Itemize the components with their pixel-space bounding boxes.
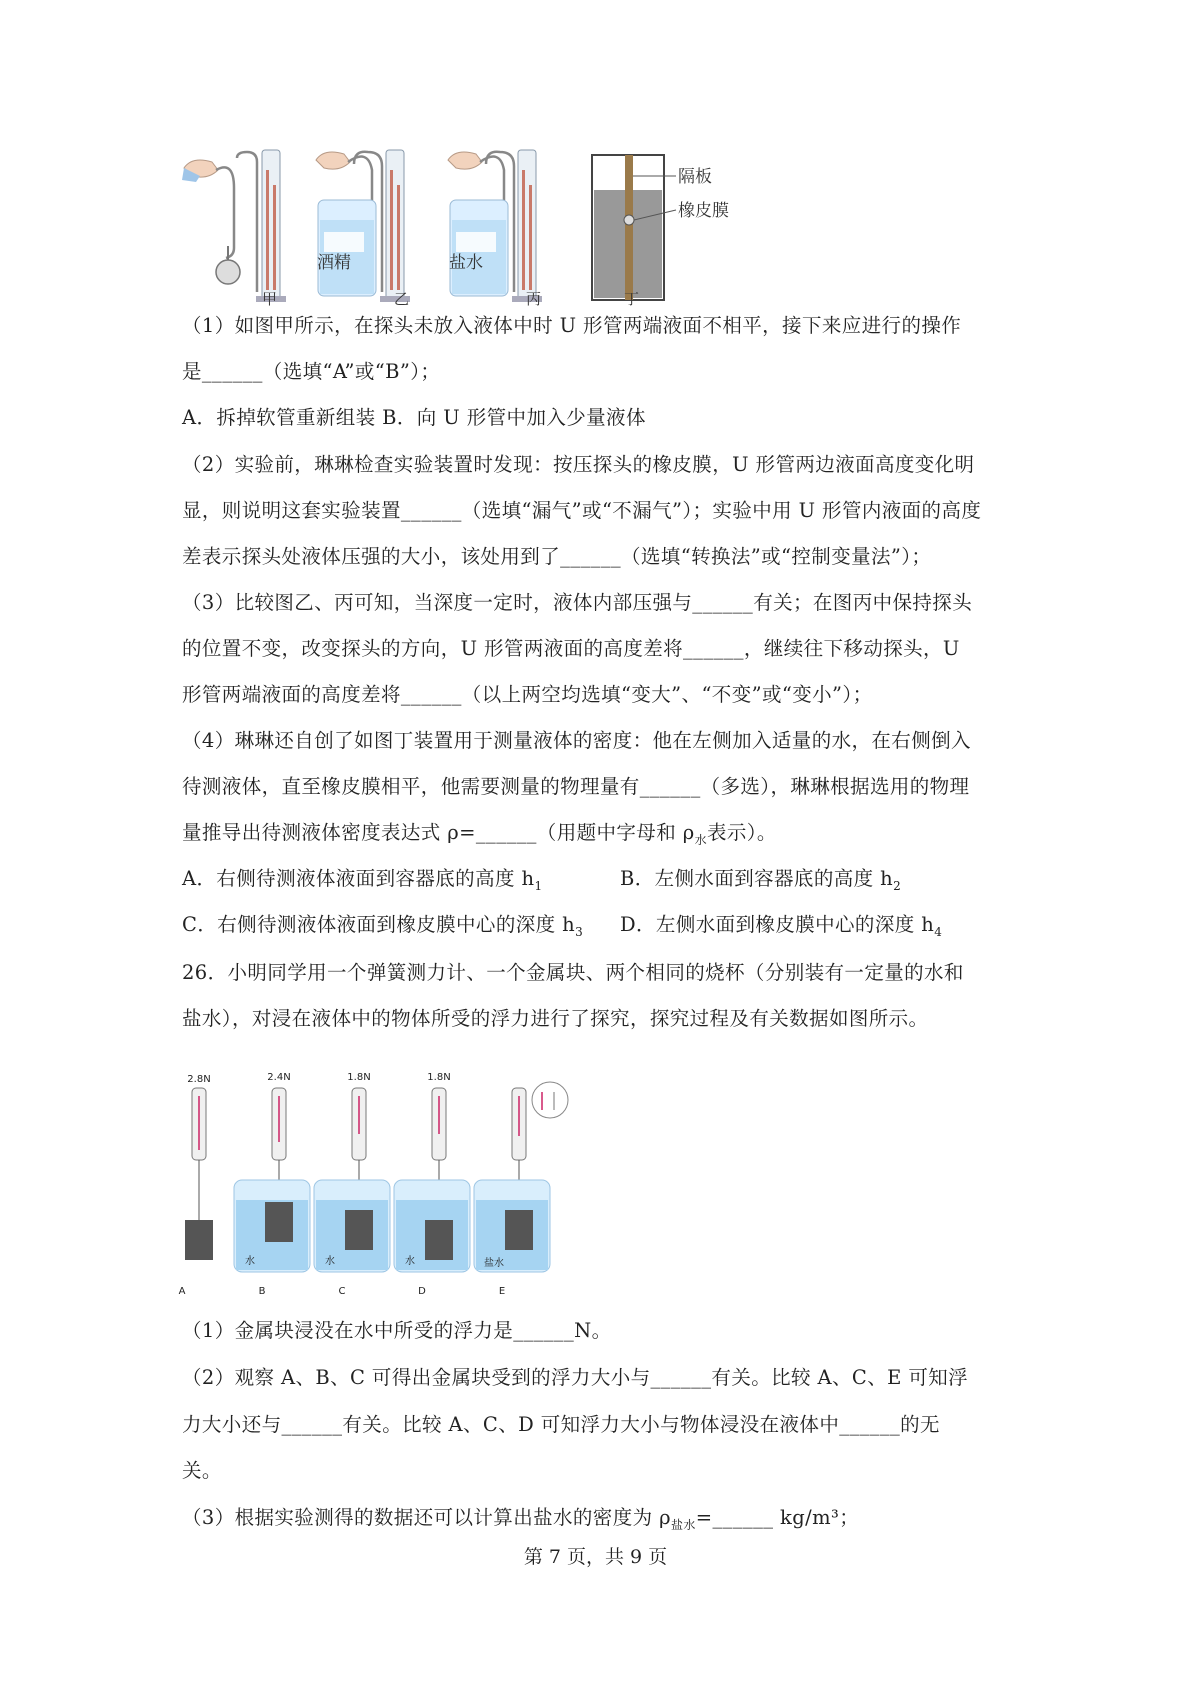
caption-jia: 甲 bbox=[262, 290, 278, 308]
reading-a: 2.8N bbox=[187, 1074, 211, 1085]
caption-bing: 丙 bbox=[526, 290, 542, 308]
q25-option-b bbox=[620, 866, 901, 899]
q25-part2-line2: 显，则说明这套实验装置______（选填“漏气”或“不漏气”）；实验中用 U 形管内液面的高度 bbox=[182, 499, 982, 522]
liquid-b: 水 bbox=[245, 1256, 255, 1267]
figure-bing bbox=[448, 150, 542, 302]
option-c-sub: 3 bbox=[575, 925, 584, 939]
rho-water-subscript: 水 bbox=[694, 833, 707, 847]
figure-jia bbox=[182, 150, 286, 302]
option-c-text: C．右侧待测液体液面到橡皮膜中心的深度 h bbox=[182, 913, 576, 936]
reading-c: 1.8N bbox=[347, 1072, 371, 1083]
q26-part2-line2: 力大小还与______有关。比较 A、C、D 可知浮力大小与物体浸没在液体中______的无 bbox=[182, 1413, 940, 1436]
q25-part4-line2: 待测液体，直至橡皮膜相平，他需要测量的物理量有______（多选），琳琳根据选用的物理 bbox=[182, 775, 970, 798]
q25-part1-line2: 是______（选填“A”或“B”）； bbox=[182, 360, 441, 383]
caption-yi: 乙 bbox=[394, 290, 410, 308]
q25-part4-line3-pre: 量推导出待测液体密度表达式 ρ=______（用题中字母和 ρ bbox=[182, 821, 695, 844]
q25-option-a bbox=[182, 866, 543, 899]
option-d-text: D．左侧水面到橡皮膜中心的深度 h bbox=[620, 913, 935, 936]
rho-saltwater-subscript: 盐水 bbox=[670, 1518, 696, 1532]
figure-pressure-experiment bbox=[182, 150, 782, 310]
setup-a bbox=[185, 1088, 213, 1260]
caption-d: D bbox=[418, 1286, 426, 1297]
option-b-sub: 2 bbox=[893, 879, 902, 893]
figure-ding bbox=[592, 155, 676, 300]
beaker-label-alcohol: 酒精 bbox=[317, 253, 351, 273]
q25-part3-line2: 的位置不变，改变探头的方向，U 形管两液面的高度差将______，继续往下移动探头，U bbox=[182, 637, 960, 660]
q25-part4-line3 bbox=[182, 820, 777, 853]
q26-part2-line3: 关。 bbox=[182, 1459, 222, 1482]
q26-part1: （1）金属块浸没在水中所受的浮力是______N。 bbox=[182, 1319, 612, 1342]
q26-part3 bbox=[182, 1505, 859, 1538]
figure-yi bbox=[316, 150, 410, 302]
option-b-text: B．左侧水面到容器底的高度 h bbox=[620, 867, 894, 890]
setup-e bbox=[474, 1082, 568, 1272]
q25-option-d bbox=[620, 912, 942, 945]
caption-a: A bbox=[178, 1286, 186, 1297]
label-membrane: 橡皮膜 bbox=[678, 201, 729, 221]
option-d-sub: 4 bbox=[934, 925, 943, 939]
q26-part3-post: =______ kg/m³； bbox=[695, 1506, 860, 1529]
label-divider: 隔板 bbox=[678, 167, 712, 187]
caption-c: C bbox=[338, 1286, 346, 1297]
q25-part2-line3: 差表示探头处液体压强的大小，该处用到了______（选填“转换法”或“控制变量法”）； bbox=[182, 545, 932, 568]
q25-part3-line1: （3）比较图乙、丙可知，当深度一定时，液体内部压强与______有关；在图丙中保持探头 bbox=[182, 591, 973, 614]
caption-ding: 丁 bbox=[624, 290, 640, 308]
q25-part4-line1: （4）琳琳还自创了如图丁装置用于测量液体的密度：他在左侧加入适量的水，在右侧倒入 bbox=[182, 729, 971, 752]
liquid-d: 水 bbox=[405, 1256, 415, 1267]
page-footer: 第 7 页，共 9 页 bbox=[523, 1546, 668, 1568]
reading-b: 2.4N bbox=[267, 1072, 291, 1083]
caption-e: E bbox=[498, 1286, 506, 1297]
q25-part4-line3-post: 表示）。 bbox=[706, 821, 777, 844]
setup-c bbox=[314, 1088, 390, 1272]
setup-b bbox=[234, 1088, 310, 1272]
option-a-text: A．右侧待测液体液面到容器底的高度 h bbox=[182, 867, 535, 890]
q26-intro-line1: 26．小明同学用一个弹簧测力计、一个金属块、两个相同的烧杯（分别装有一定量的水和 bbox=[182, 961, 964, 984]
q25-part1-options: A．拆掉软管重新组装 B．向 U 形管中加入少量液体 bbox=[182, 406, 646, 429]
setup-d bbox=[394, 1088, 470, 1272]
liquid-e: 盐水 bbox=[484, 1258, 504, 1269]
reading-d: 1.8N bbox=[427, 1072, 451, 1083]
q26-part2-line1: （2）观察 A、B、C 可得出金属块受到的浮力大小与______有关。比较 A、C、E 可知浮 bbox=[182, 1366, 969, 1389]
q26-intro-line2: 盐水），对浸在液体中的物体所受的浮力进行了探究，探究过程及有关数据如图所示。 bbox=[182, 1007, 929, 1030]
q26-part3-pre: （3）根据实验测得的数据还可以计算出盐水的密度为 ρ bbox=[182, 1506, 671, 1529]
beaker-label-saltwater: 盐水 bbox=[449, 253, 483, 273]
option-a-sub: 1 bbox=[534, 879, 543, 893]
liquid-c: 水 bbox=[325, 1256, 335, 1267]
caption-b: B bbox=[258, 1286, 266, 1297]
q25-option-c bbox=[182, 912, 583, 945]
q25-part2-line1: （2）实验前，琳琳检查实验装置时发现：按压探头的橡皮膜，U 形管两边液面高度变化明 bbox=[182, 453, 975, 476]
q25-part1-line1: （1）如图甲所示，在探头未放入液体中时 U 形管两端液面不相平，接下来应进行的操作 bbox=[182, 314, 962, 337]
figure-buoyancy-experiment bbox=[178, 1070, 612, 1300]
q25-part3-line3: 形管两端液面的高度差将______（以上两空均选填“变大”、“不变”或“变小”）； bbox=[182, 683, 873, 706]
